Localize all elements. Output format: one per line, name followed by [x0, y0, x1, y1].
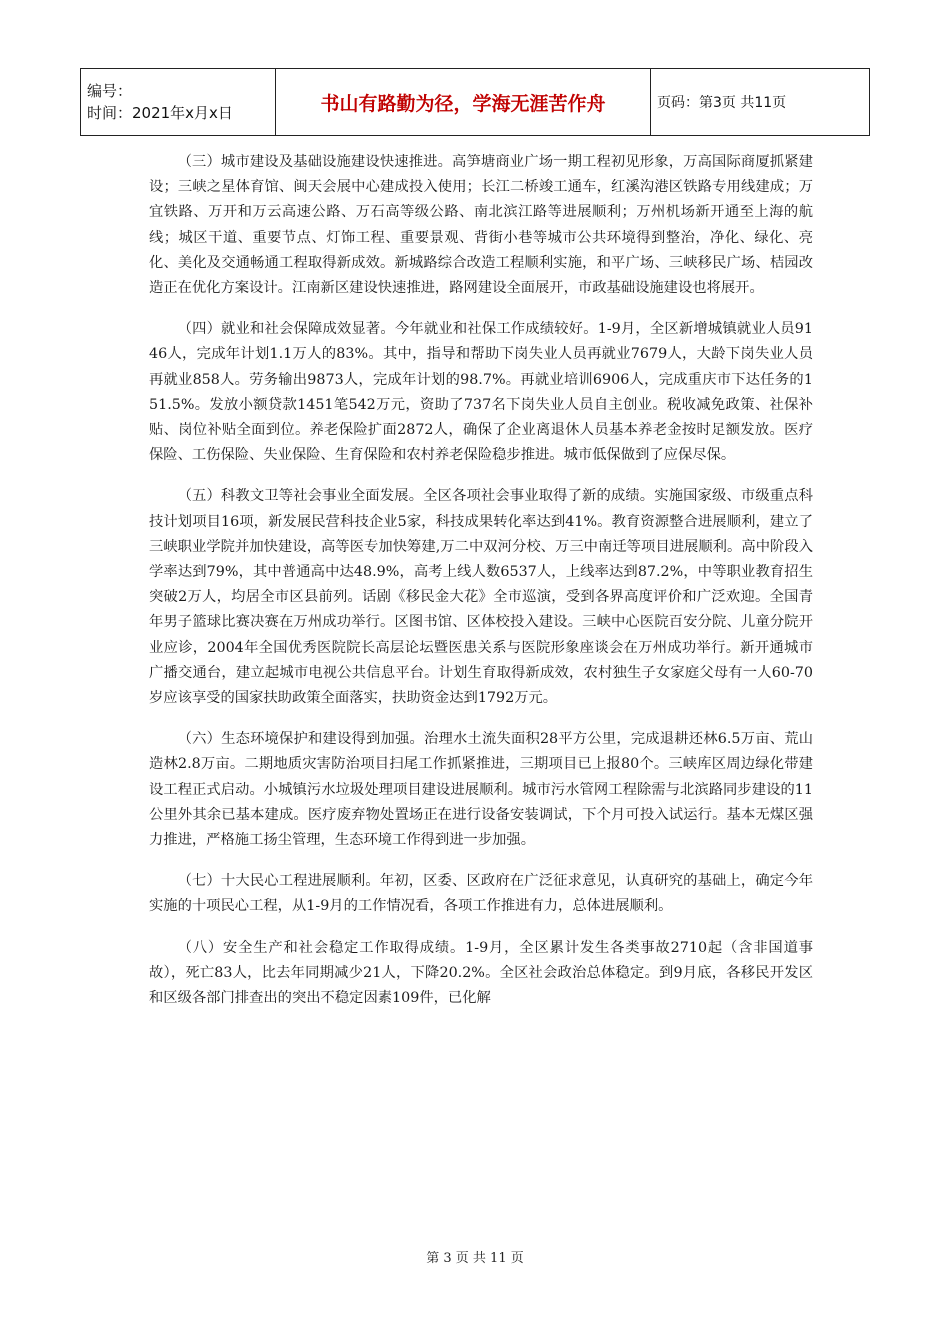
paragraph-3: （三）城市建设及基础设施建设快速推进。高笋塘商业广场一期工程初见形象，万高国际商厦抓紧建设；三峡之星体育馆、闽天会展中心建成投入使用；长江二桥竣工通车，红溪沟港区铁路专用线建成；万宜铁路、万开和万云高速公路、万石高等级公路、南北滨江路等进展顺利；万州机场新开通至上海的航线；城区干道、重要节点、灯饰工程、重要景观、背街小巷等城市公共环境得到整治，净化、绿化、亮化、美化及交通畅通工程取得新成效。新城路综合改造工程顺利实施，和平广场、三峡移民广场、桔园改造正在优化方案设计。江南新区建设快速推进，路网建设全面展开，市政基础设施建设也将展开。 [149, 154, 813, 297]
document-body [149, 150, 813, 1027]
header-info-cell [81, 69, 276, 136]
document-time-label: 时间：2021年x月x日 [87, 104, 233, 122]
paragraph-8: （八）安全生产和社会稳定工作取得成绩。1-9月，全区累计发生各类事故2710起（含非国道事故），死亡83人，比去年同期减少21人，下降20.2%。全区社会政治总体稳定。到9月底，各移民开发区和区级各部门排查出的突出不稳定因素109件，已化解 [149, 939, 813, 1007]
header-motto: 书山有路勤为径，学海无涯苦作舟 [276, 69, 651, 136]
paragraph-5: （五）科教文卫等社会事业全面发展。全区各项社会事业取得了新的成绩。实施国家级、市级重点科技计划项目16项，新发展民营科技企业5家，科技成果转化率达到41%。教育资源整合进展顺利，建立了三峡职业学院并加快建设，高等医专加快筹建,万二中双河分校、万三中南迁等项目进展顺利。高中阶段入学率达到79%，其中普通高中达48.9%，高考上线人数6537人，上线率达到87.2%，中等职业教育招生突破2万人，均居全市区县前列。话剧《移民金大花》全市巡演，受到各界高度评价和广泛欢迎。全国青年男子篮球比赛决赛在万州成功举行。区图书馆、区体校投入建设。三峡中心医院百安分院、儿童分院开业应诊，2004年全国优秀医院院长高层论坛暨医患关系与医院形象座谈会在万州成功举行。新开通城市广播交通台，建立起城市电视公共信息平台。计划生育取得新成效，农村独生子女家庭父母有一人60-70岁应该享受的国家扶助政策全面落实，扶助资金达到1792万元。 [149, 488, 813, 707]
paragraph-7: （七）十大民心工程进展顺利。年初，区委、区政府在广泛征求意见，认真研究的基础上，确定今年实施的十项民心工程，从1-9月的工作情况看，各项工作推进有力，总体进展顺利。 [149, 873, 813, 915]
header-page-label: 页码：第3页 共11页 [651, 69, 870, 136]
paragraph-4: （四）就业和社会保障成效显著。今年就业和社保工作成绩较好。1-9月，全区新增城镇就业人员9146人，完成年计划1.1万人的83%。其中，指导和帮助下岗失业人员再就业7679人，大龄下岗失业人员再就业858人。劳务输出9873人，完成年计划的98.7%。再就业培训6906人，完成重庆市下达任务的151.5%。发放小额贷款1451笔542万元，资助了737名下岗失业人员自主创业。税收减免政策、社保补贴、岗位补贴全面到位。养老保险扩面2872人，确保了企业离退休人员基本养老金按时足额发放。医疗保险、工伤保险、失业保险、生育保险和农村养老保险稳步推进。城市低保做到了应保尽保。 [149, 321, 813, 464]
page-footer: 第 3 页 共 11 页 [426, 1251, 524, 1266]
paragraph-6: （六）生态环境保护和建设得到加强。治理水土流失面积28平方公里，完成退耕还林6.5万亩、荒山造林2.8万亩。二期地质灾害防治项目扫尾工作抓紧推进，三期项目已上报80个。三峡库区周边绿化带建设工程正式启动。小城镇污水垃圾处理项目建设进展顺利。城市污水管网工程除需与北滨路同步建设的11公里外其余已基本建成。医疗废弃物处置场正在进行设备安装调试，下个月可投入试运行。基本无煤区强力推进，严格施工扬尘管理，生态环境工作得到进一步加强。 [149, 731, 813, 849]
document-number-label: 编号： [87, 82, 133, 100]
header-table [80, 68, 870, 136]
